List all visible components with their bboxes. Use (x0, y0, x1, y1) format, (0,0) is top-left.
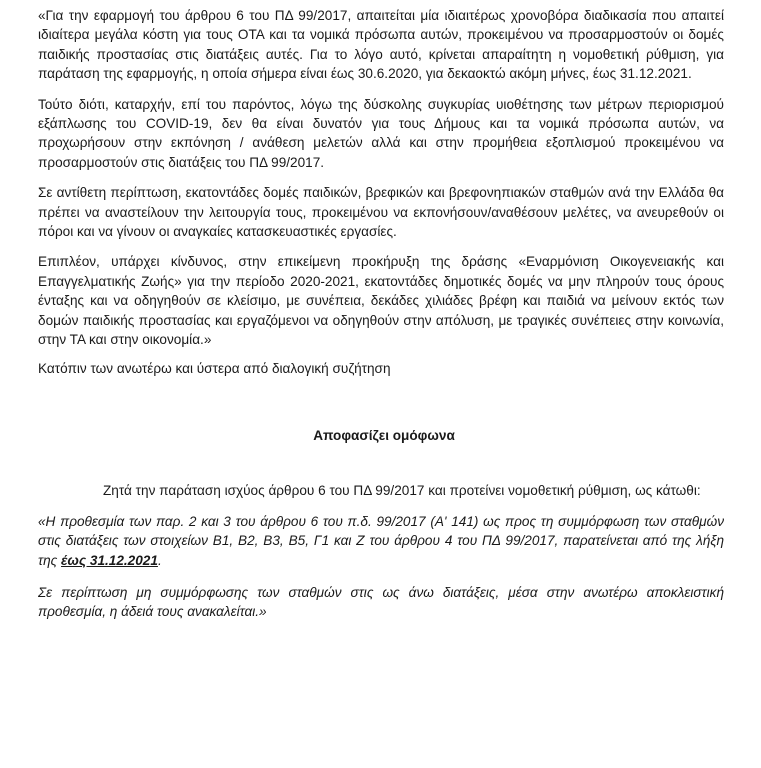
document-page (38, 6, 724, 622)
deadline-emphasis: έως 31.12.2021 (61, 552, 158, 568)
paragraph-discussion: Κατόπιν των ανωτέρω και ύστερα από διαλογική συζήτηση (38, 360, 391, 376)
paragraph-risk: Επιπλέον, υπάρχει κίνδυνος, στην επικείμενη προκήρυξη της δράσης «Εναρμόνιση Οικογενειακής και Επαγγελματικής Ζωής» για την περίοδο 2020-2021, εκατοντάδες δημοτικές δομές να μην πληρούν τους όρους ένταξης και να οδηγηθούν σε κλείσιμο, με συνέπεια, δεκάδες χιλιάδες βρέφη και παιδιά να μείνουν εκτός των δομών παιδικής προστασίας και εργαζόμενοι να οδηγηθούν στην απόλυση, με τραγικές συνέπειες στην κοινωνία, στην ΤΑ και στην οικονομία.» (38, 254, 724, 348)
paragraph-consequences: Σε αντίθετη περίπτωση, εκατοντάδες δομές παιδικών, βρεφικών και βρεφονηπιακών σταθμών ανά την Ελλάδα θα πρέπει να αναστείλουν την λειτουργία τους, προκειμένου να εκπονήσουν/αναθέσουν μελέτες, να ανευρεθούν οι πόροι και να γίνουν οι αναγκαίες κατασκευαστικές εργασίες. (38, 185, 724, 240)
paragraph-justification: «Για την εφαρμογή του άρθρου 6 του ΠΔ 99/2017, απαιτείται μία ιδιαιτέρως χρονοβόρα διαδικασία που απαιτεί ιδιαίτερα μεγάλα κόστη για τους ΟΤΑ και τα νομικά πρόσωπα αυτών, προκειμένου να προσαρμοστούν οι δομές παιδικής προστασίας στις διατάξεις αυτές. Για το λόγο αυτό, κρίνεται απαραίτητη η νομοθετική ρύθμιση, για παράταση της εφαρμογής, η οποία σήμερα είναι έως 30.6.2020, για δεκαοκτώ ακόμη μήνες, έως 31.12.2021. (38, 8, 724, 82)
paragraph-request: Ζητά την παράταση ισχύος άρθρου 6 του ΠΔ 99/2017 και προτείνει νομοθετική ρύθμιση, ως κάτωθι: (103, 483, 701, 499)
proposed-text-body: «Η προθεσμία των παρ. 2 και 3 του άρθρου 6 του π.δ. 99/2017 (Α' 141) ως προς τη συμμόρφωση των σταθμών στις διατάξεις των στοιχείων Β1, Β2, Β3, Β5, Γ1 και Ζ του άρθρου 4 του ΠΔ 99/2017, παρατείνεται από της λήξη της (38, 513, 724, 568)
decision-heading: Αποφασίζει ομόφωνα (313, 427, 455, 443)
paragraph-revocation: Σε περίπτωση μη συμμόρφωσης των σταθμών στις ως άνω διατάξεις, μέσα στην ανωτέρω αποκλειστική προθεσμία, η άδειά τους ανακαλείται.» (38, 584, 724, 620)
proposed-text-end: . (157, 552, 162, 568)
paragraph-covid-reason: Τούτο διότι, καταρχήν, επί του παρόντος, λόγω της δύσκολης συγκυρίας υιοθέτησης των μέτρων περιορισμού εξάπλωσης του COVID-19, δεν θα είναι δυνατόν για τους Δήμους και τα νομικά πρόσωπα αυτών, να προχωρήσουν στην εκπόνηση / ανάθεση μελετών αλλά και στην προμήθεια εξοπλισμού προκειμένου να προσαρμοστούν στις διατάξεις του ΠΔ 99/2017. (38, 96, 724, 170)
paragraph-proposed-text (38, 512, 724, 570)
